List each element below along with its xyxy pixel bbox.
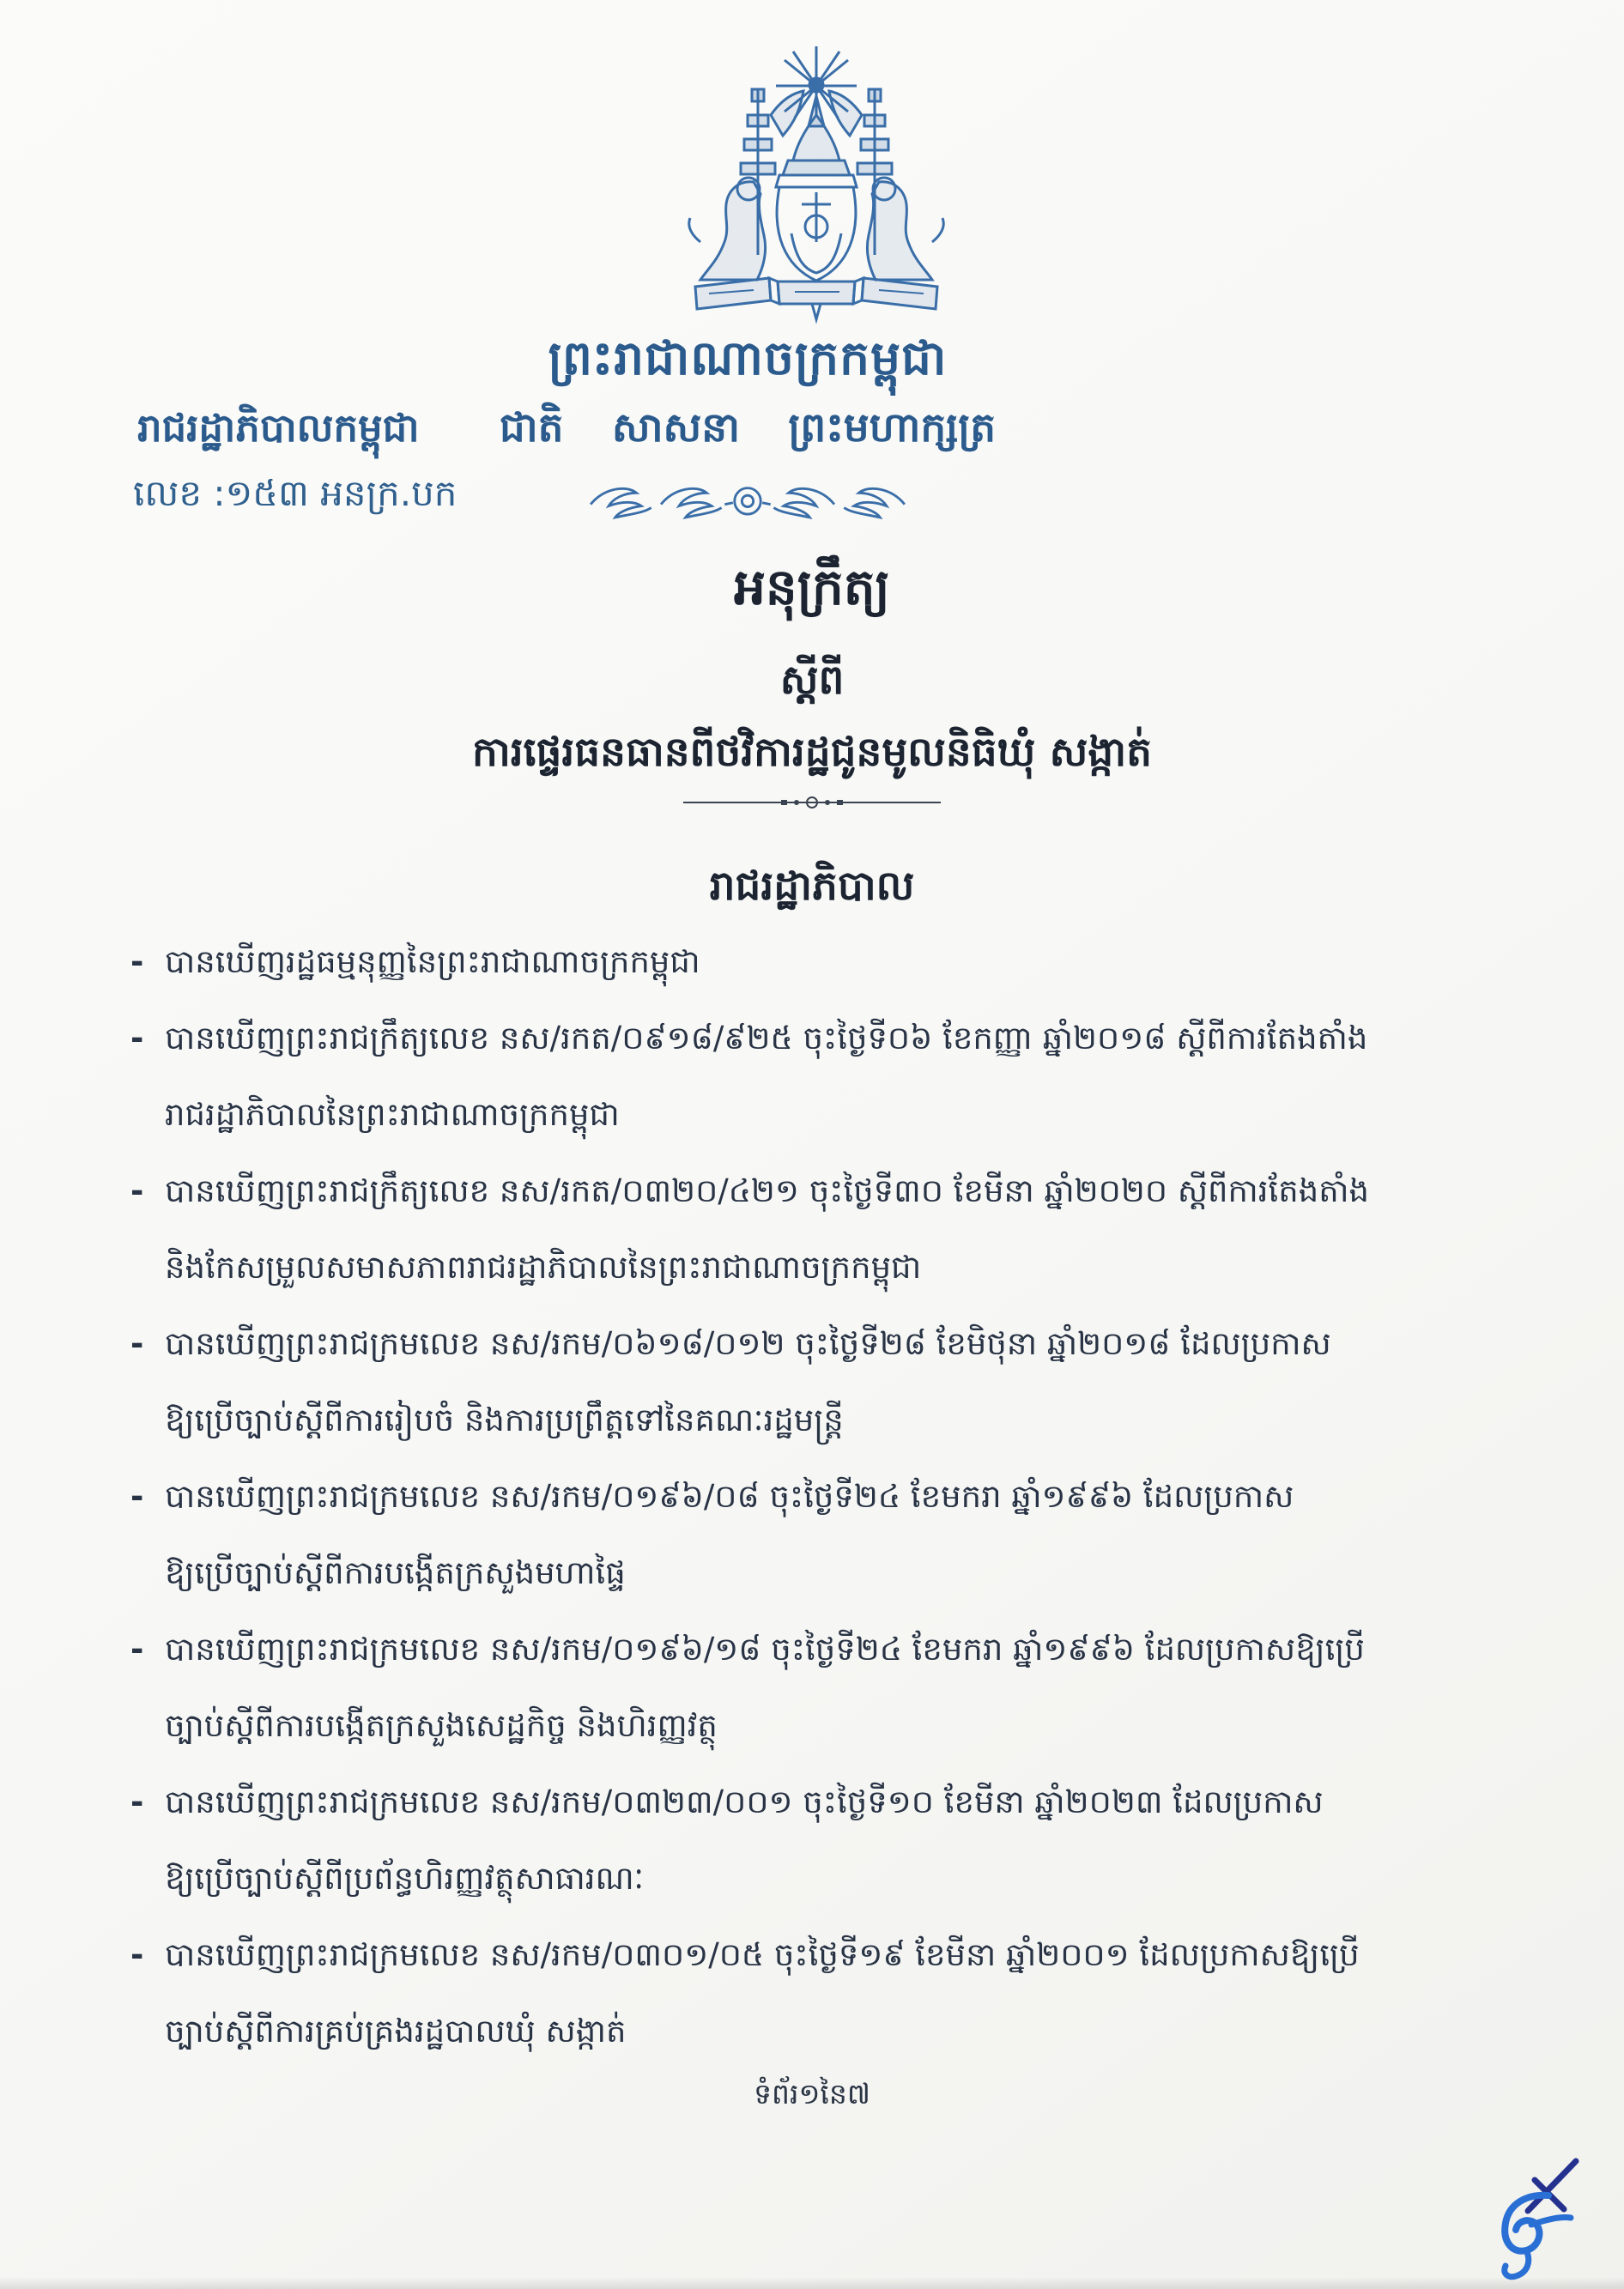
citation-item-3 [130, 1153, 1523, 1305]
bullet-dash: - [130, 1478, 144, 1515]
page-number: ទំព័រ១នៃ៧ [754, 2077, 870, 2110]
title-divider [0, 791, 1624, 817]
citation-item-8 [130, 1917, 1523, 2069]
citation-line: បានឃើញព្រះរាជក្រឹត្យលេខ នស/រកត/០៣២០/៤២១ ចុះថ្ងៃទី៣០ ខែមីនា ឆ្នាំ២០២០ ស្តីពីការតែងតាំង [165, 1172, 1369, 1209]
citation-item-6 [130, 1611, 1523, 1764]
citation-line: រាជរដ្ឋាភិបាលនៃព្រះរាជាណាចក្រកម្ពុជា [165, 1096, 620, 1133]
divider-ornament-icon [683, 791, 941, 814]
national-motto: ជាតិ សាសនា ព្រះមហាក្សត្រ [499, 404, 997, 451]
subject-preposition: ស្តីពី [779, 657, 845, 704]
citation-line: ឱ្យប្រើច្បាប់ស្តីពីការបង្កើតក្រសួងមហាផ្ទៃ [165, 1554, 626, 1591]
handwritten-initials-icon [1475, 2146, 1603, 2283]
section-heading: រាជរដ្ឋាភិបាល [709, 863, 915, 910]
bullet-dash: - [130, 1172, 144, 1209]
scroll-ornament-icon [576, 470, 919, 527]
bullet-dash: - [130, 1325, 144, 1362]
document-type-title: អនុក្រឹត្យ [734, 558, 890, 616]
document-number: លេខ :១៥៣ អនក្រ.បក [133, 472, 458, 514]
royal-arms-of-cambodia-emblem [675, 36, 958, 332]
citation-line: ឱ្យប្រើច្បាប់ស្តីពីការរៀបចំ និងការប្រព្រឹត្តទៅនៃគណៈរដ្ឋមន្ត្រី [165, 1402, 844, 1438]
citation-item-7 [130, 1764, 1523, 1917]
citation-line: បានឃើញព្រះរាជក្រមលេខ នស/រកម/០៣២៣/០០១ ចុះថ្ងៃទី១០ ខែមីនា ឆ្នាំ២០២៣ ដែលប្រកាស [165, 1783, 1324, 1820]
citation-line: បានឃើញព្រះរាជក្រមលេខ នស/រកម/០១៩៦/០៨ ចុះថ្ងៃទី២៤ ខែមករា ឆ្នាំ១៩៩៦ ដែលប្រកាស [165, 1478, 1294, 1515]
bullet-dash: - [130, 1783, 144, 1820]
citation-item-4 [130, 1305, 1523, 1458]
citation-line: ឱ្យប្រើច្បាប់ស្តីពីប្រព័ន្ធហិរញ្ញវត្ថុសាធារណៈ [165, 1860, 644, 1897]
citation-line: បានឃើញព្រះរាជក្រឹត្យលេខ នស/រកត/០៩១៨/៩២៥ ចុះថ្ងៃទី០៦ ខែកញ្ញា ឆ្នាំ២០១៨ ស្តីពីការតែងតាំង [165, 1020, 1368, 1057]
citation-line: ច្បាប់ស្តីពីការគ្រប់គ្រងរដ្ឋបាលឃុំ សង្កាត់ [165, 2013, 627, 2050]
citation-line: បានឃើញព្រះរាជក្រមលេខ នស/រកម/០៦១៨/០១២ ចុះថ្ងៃទី២៨ ខែមិថុនា ឆ្នាំ២០១៨ ដែលប្រកាស [165, 1325, 1331, 1362]
government-label: រាជរដ្ឋាភិបាលកម្ពុជា [137, 405, 420, 451]
citation-line: ច្បាប់ស្តីពីការបង្កើតក្រសួងសេដ្ឋកិច្ច និងហិរញ្ញវត្ថុ [165, 1707, 718, 1744]
bullet-dash: - [130, 1631, 144, 1668]
citation-line: និងកែសម្រួលសមាសភាពរាជរដ្ឋាភិបាលនៃព្រះរាជាណាចក្រកម្ពុជា [165, 1249, 922, 1286]
kingdom-title: ព្រះរាជាណាចក្រកម្ពុជា [548, 330, 948, 385]
royal-arms-icon [675, 36, 958, 332]
citation-list [130, 923, 1523, 2069]
bullet-dash: - [130, 943, 144, 980]
citation-line: បានឃើញរដ្ឋធម្មនុញ្ញនៃព្រះរាជាណាចក្រកម្ពុជា [165, 943, 700, 980]
citation-line: បានឃើញព្រះរាជក្រមលេខ នស/រកម/០១៩៦/១៨ ចុះថ្ងៃទី២៤ ខែមករា ឆ្នាំ១៩៩៦ ដែលប្រកាសឱ្យប្រើ [165, 1631, 1365, 1668]
scan-edge-shadow [0, 2277, 1624, 2289]
citation-line: បានឃើញព្រះរាជក្រមលេខ នស/រកម/០៣០១/០៥ ចុះថ្ងៃទី១៩ ខែមីនា ឆ្នាំ២០០១ ដែលប្រកាសឱ្យប្រើ [165, 1936, 1360, 1973]
signature-mark [1475, 2146, 1603, 2283]
citation-item-1 [130, 923, 1523, 1000]
citation-item-5 [130, 1458, 1523, 1611]
citation-item-2 [130, 1000, 1523, 1153]
bullet-dash: - [130, 1020, 144, 1057]
bullet-dash: - [130, 1936, 144, 1973]
document-subject: ការផ្ទេរធនធានពីថវិការដ្ឋជូនមូលនិធិឃុំ សង្កាត់ [471, 729, 1153, 776]
